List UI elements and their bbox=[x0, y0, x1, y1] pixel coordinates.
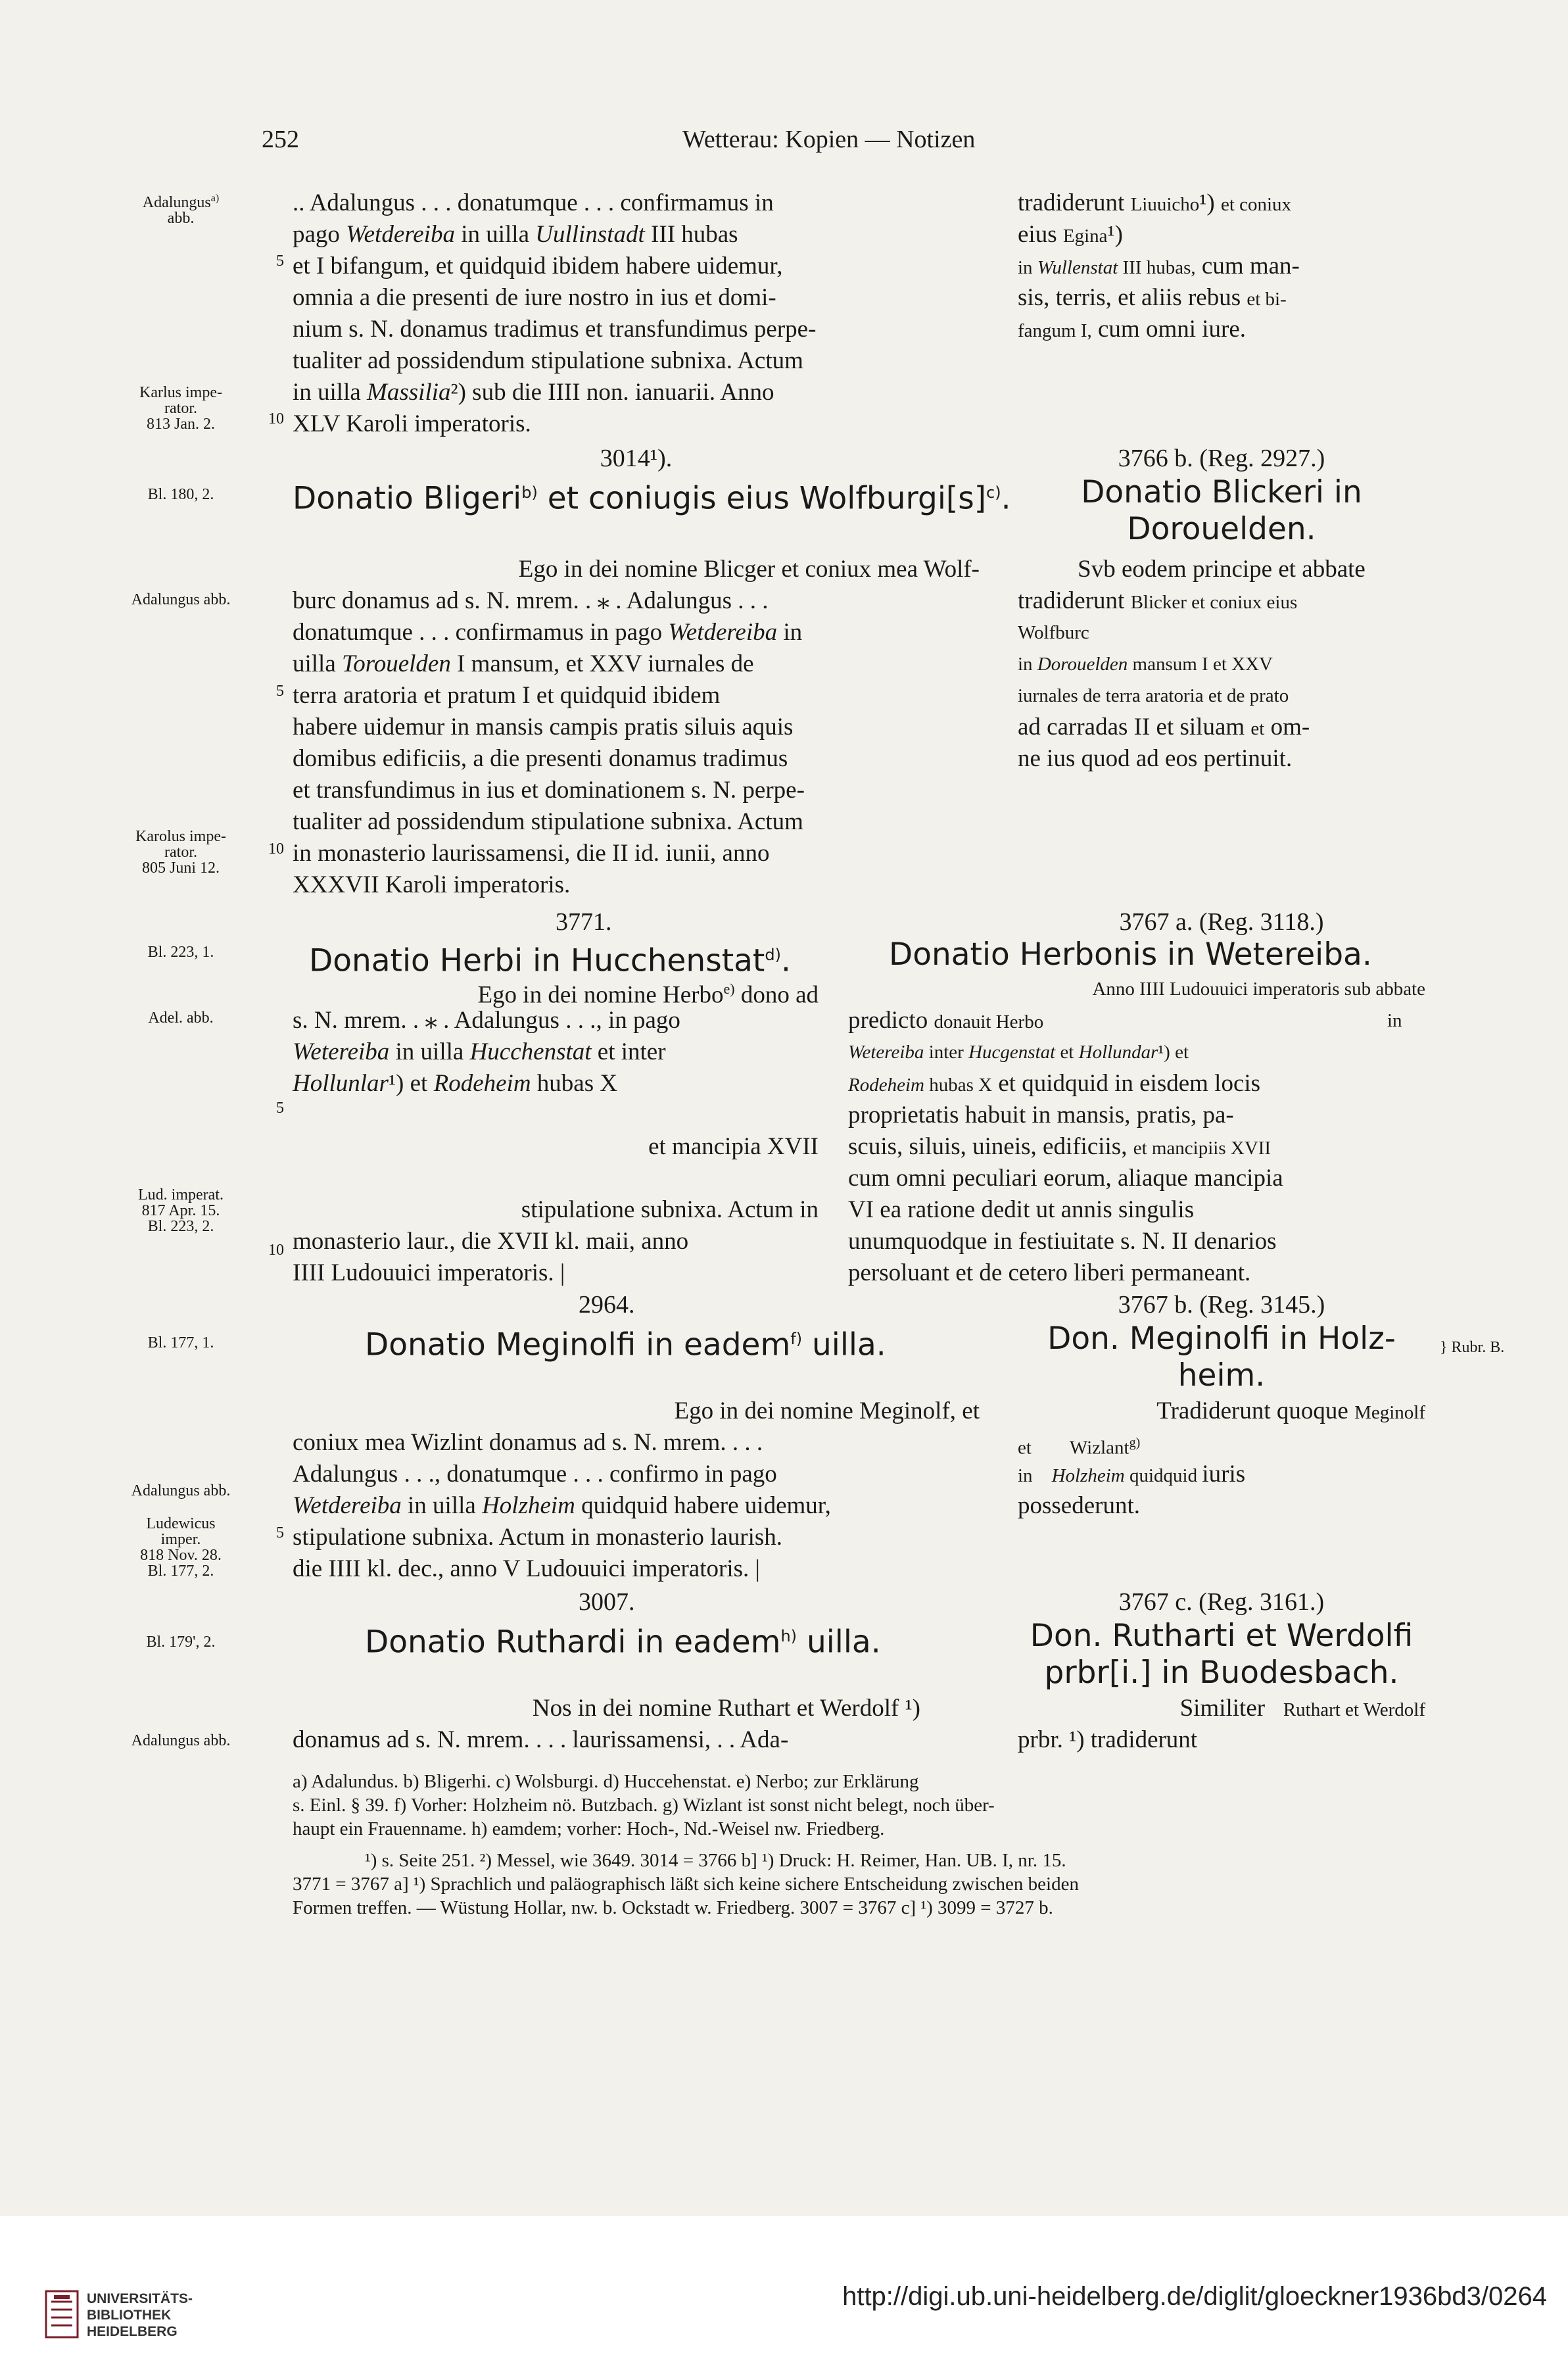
text-line: Nos in dei nomine Ruthart et Werdolf ¹) bbox=[532, 1695, 920, 1722]
charter-number: 2964. bbox=[579, 1291, 635, 1319]
margin-note: Adalungus abb. bbox=[131, 1732, 231, 1749]
text-line: XXXVII Karoli imperatoris. bbox=[293, 871, 571, 898]
library-seal-icon bbox=[43, 2289, 80, 2340]
text-line: in Holzheim quidquid iuris bbox=[1018, 1461, 1246, 1488]
text-line: persoluant et de cetero liberi permaneant. bbox=[848, 1259, 1251, 1286]
text-line: tradiderunt Blicker et coniux eius bbox=[1018, 587, 1298, 614]
charter-number: 3766 b. (Reg. 2927.) bbox=[1118, 445, 1325, 472]
running-title: Wetterau: Kopien — Notizen bbox=[682, 126, 976, 153]
margin-note: Karolus impe- rator. 805 Juni 12. bbox=[135, 828, 226, 877]
footnote-line: 3771 = 3767 a] ¹) Sprachlich und paläographisch läßt sich keine sichere Entscheidung zwischen beiden bbox=[293, 1874, 1079, 1895]
text-line: donamus ad s. N. mrem. . . . laurissamensi, . . Ada- bbox=[293, 1726, 789, 1753]
footnote-line: a) Adalundus. b) Bligerhi. c) Wolsburgi. d) Huccehenstat. e) Nerbo; zur Erklärung bbox=[293, 1771, 919, 1792]
text-line: tradiderunt Liuuicho¹) et coniux bbox=[1018, 189, 1292, 216]
text-line: in Dorouelden mansum I et XXV bbox=[1018, 654, 1273, 675]
text-line: et transfundimus in ius et dominationem s. N. perpe- bbox=[293, 777, 805, 804]
text-line: unumquodque in festiuitate s. N. II denarios bbox=[848, 1228, 1277, 1255]
margin-note: Bl. 179', 2. bbox=[146, 1634, 216, 1651]
text-line: prbr. ¹) tradiderunt bbox=[1018, 1726, 1198, 1753]
line-number: 5 bbox=[276, 1100, 284, 1117]
text-line: pago Wetdereiba in uilla Uullinstadt III hubas bbox=[293, 221, 738, 248]
page-number: 252 bbox=[262, 126, 299, 153]
charter-title: Donatio Herbonis in Wetereiba. bbox=[889, 936, 1372, 973]
charter-number: 3767 b. (Reg. 3145.) bbox=[1118, 1291, 1325, 1319]
text-line: Hollunlar¹) et Rodeheim hubas X bbox=[293, 1070, 618, 1097]
text-line: monasterio laur., die XVII kl. maii, anno bbox=[293, 1228, 689, 1255]
text-line: Rodeheim hubas X et quidquid in eisdem locis bbox=[848, 1070, 1261, 1097]
footnote-line: ¹) s. Seite 251. ²) Messel, wie 3649. 3014 = 3766 b] ¹) Druck: H. Reimer, Han. UB. I, nr. 15. bbox=[365, 1850, 1066, 1871]
text-line: iurnales de terra aratoria et de prato bbox=[1018, 685, 1289, 706]
line-number: 10 bbox=[268, 1242, 284, 1259]
text-line: possederunt. bbox=[1018, 1492, 1140, 1519]
text-line: tualiter ad possidendum stipulatione subnixa. Actum bbox=[293, 808, 803, 835]
line-number: 5 bbox=[276, 1524, 284, 1541]
footnote-line: s. Einl. § 39. f) Vorher: Holzheim nö. Butzbach. g) Wizlant ist sonst nicht belegt, noch über- bbox=[293, 1795, 995, 1816]
charter-number: 3014¹). bbox=[600, 445, 673, 472]
text-line: Wetereiba inter Hucgenstat et Hollundar¹) et bbox=[848, 1042, 1189, 1063]
text-line: scuis, siluis, uineis, edificiis, et mancipiis XVII bbox=[848, 1133, 1271, 1160]
text-line: et I bifangum, et quidquid ibidem habere uidemur, bbox=[293, 253, 783, 279]
charter-title: Donatio Blickeri in bbox=[1081, 474, 1362, 510]
text-line: et mancipia XVII bbox=[648, 1133, 819, 1160]
text-line: tualiter ad possidendum stipulatione subnixa. Actum bbox=[293, 347, 803, 374]
text-line: Wetereiba in uilla Hucchenstat et inter bbox=[293, 1038, 666, 1065]
line-number: 10 bbox=[268, 840, 284, 858]
text-line: stipulatione subnixa. Actum in bbox=[521, 1196, 819, 1223]
text-line: Similiter Ruthart et Werdolf bbox=[1179, 1695, 1425, 1722]
charter-title: Don. Rutharti et Werdolfi bbox=[1030, 1618, 1414, 1654]
text-line: Wolfburc bbox=[1018, 622, 1089, 643]
text-line: .. Adalungus . . . donatumque . . . confirmamus in bbox=[293, 189, 774, 216]
text-line: cum omni peculiari eorum, aliaque mancipia bbox=[848, 1165, 1283, 1192]
margin-note: Adalungus abb. bbox=[131, 591, 231, 608]
margin-note: Bl. 223, 1. bbox=[147, 944, 214, 961]
margin-note: Adalungus abb. bbox=[131, 1482, 231, 1499]
footnote-line: haupt ein Frauenname. h) eamdem; vorher: Hoch-, Nd.-Weisel nw. Friedberg. bbox=[293, 1818, 885, 1839]
text-line: Ego in dei nomine Blicger et coniux mea Wolf- bbox=[518, 556, 980, 583]
text-line: burc donamus ad s. N. mrem. . ⁎ . Adalungus . . . bbox=[293, 587, 769, 614]
text-line: eius Egina¹) bbox=[1018, 221, 1123, 248]
charter-title: Dorouelden. bbox=[1127, 511, 1316, 547]
text-line: Adalungus . . ., donatumque . . . confirmo in pago bbox=[293, 1461, 777, 1488]
charter-number: 3767 a. (Reg. 3118.) bbox=[1119, 908, 1324, 936]
text-line: s. N. mrem. . ⁎ . Adalungus . . ., in pago bbox=[293, 1007, 680, 1034]
charter-title: Don. Meginolfi in Holz- bbox=[1047, 1321, 1396, 1357]
text-line: et Wizlant$^{g)}$ bbox=[1018, 1436, 1141, 1459]
line-number: 5 bbox=[276, 253, 284, 270]
text-line: fangum I, cum omni iure. bbox=[1018, 316, 1247, 343]
text-line: nium s. N. donamus tradimus et transfundimus perpe- bbox=[293, 316, 817, 343]
text-line: Wetdereiba in uilla Holzheim quidquid habere uidemur, bbox=[293, 1492, 831, 1519]
charter-title: prbr[i.] in Buodesbach. bbox=[1044, 1655, 1399, 1691]
text-line: predicto donauit Herbo in bbox=[848, 1007, 1402, 1034]
text-line: donatumque . . . confirmamus in pago Wetdereiba in bbox=[293, 619, 803, 646]
text-line: die IIII kl. dec., anno V Ludouuici imperatoris. | bbox=[293, 1555, 760, 1582]
text-line: Ego in dei nomine Meginolf, et bbox=[674, 1397, 980, 1424]
text-line: in monasterio laurissamensi, die II id. iunii, anno bbox=[293, 840, 770, 867]
text-line: XLV Karoli imperatoris. bbox=[293, 410, 531, 437]
margin-note: Bl. 180, 2. bbox=[147, 486, 214, 503]
text-line: Svb eodem principe et abbate bbox=[1078, 556, 1366, 583]
text-line: domibus edificiis, a die presenti donamus tradimus bbox=[293, 745, 788, 772]
text-line: ne ius quod ad eos pertinuit. bbox=[1018, 745, 1293, 772]
text-line: uilla Torouelden I mansum, et XXV iurnales de bbox=[293, 650, 754, 677]
source-url-link[interactable]: http://digi.ub.uni-heidelberg.de/diglit/gloeckner1936bd3/0264 bbox=[842, 2282, 1547, 2311]
text-line: proprietatis habuit in mansis, pratis, pa- bbox=[848, 1102, 1234, 1128]
line-number: 10 bbox=[268, 410, 284, 427]
library-logo-text: UNIVERSITÄTS- BIBLIOTHEK HEIDELBERG bbox=[87, 2291, 193, 2339]
margin-note: Karlus impe- rator. 813 Jan. 2. bbox=[139, 384, 222, 433]
charter-number: 3767 c. (Reg. 3161.) bbox=[1118, 1588, 1325, 1616]
right-margin-note: } Rubr. B. bbox=[1440, 1339, 1505, 1356]
charter-title: heim. bbox=[1177, 1357, 1266, 1394]
text-line: in uilla Massilia²) sub die IIII non. ianuarii. Anno bbox=[293, 379, 774, 406]
charter-title: Donatio Bligeri$^{b)}$ et coniugis eius $Wolfburgi[s]^{c)}$. bbox=[293, 480, 1011, 517]
text-line: habere uidemur in mansis campis pratis siluis aquis bbox=[293, 714, 794, 740]
margin-note: Ludewicus imper. 818 Nov. 28. Bl. 177, 2. bbox=[140, 1515, 222, 1580]
margin-note: Adel. abb. bbox=[148, 1009, 214, 1027]
text-line: IIII Ludouuici imperatoris. | bbox=[293, 1259, 565, 1286]
charter-number: 3007. bbox=[579, 1588, 635, 1616]
text-line: Ego in dei nomine Herbo$^{e)}$ dono ad bbox=[477, 981, 819, 1009]
text-line: in Wullenstat III hubas, cum man- bbox=[1018, 253, 1300, 279]
charter-title: Donatio Ruthardi in eadem$^{h)}$ uilla. bbox=[365, 1624, 881, 1661]
text-line: coniux mea Wizlint donamus ad s. N. mrem. . . . bbox=[293, 1429, 763, 1456]
text-line: Anno IIII Ludouuici imperatoris sub abbate bbox=[1092, 979, 1425, 1000]
margin-note: Lud. imperat. 817 Apr. 15. Bl. 223, 2. bbox=[138, 1186, 224, 1235]
charter-title: Donatio Meginolfi in eadem$^{f)}$ uilla. bbox=[365, 1326, 886, 1363]
charter-number: 3771. bbox=[556, 908, 612, 936]
text-line: stipulatione subnixa. Actum in monasterio laurish. bbox=[293, 1524, 783, 1551]
text-line: VI ea ratione dedit ut annis singulis bbox=[848, 1196, 1195, 1223]
footnote-line: Formen treffen. — Wüstung Hollar, nw. b. Ockstadt w. Friedberg. 3007 = 3767 c] ¹) 3099 = 3727 b. bbox=[293, 1897, 1053, 1918]
text-line: omnia a die presenti de iure nostro in ius et domi- bbox=[293, 284, 776, 311]
line-number: 5 bbox=[276, 683, 284, 700]
charter-title: Donatio Herbi in Hucchenstat$^{d)}$. bbox=[309, 942, 791, 979]
margin-note: Bl. 177, 1. bbox=[147, 1334, 214, 1351]
margin-note: Adalungus$^{a)}$ abb. bbox=[142, 193, 220, 227]
text-line: terra aratoria et pratum I et quidquid ibidem bbox=[293, 682, 721, 709]
text-line: sis, terris, et aliis rebus et bi- bbox=[1018, 284, 1287, 311]
text-line: ad carradas II et siluam et om- bbox=[1018, 714, 1310, 740]
text-line: Tradiderunt quoque Meginolf bbox=[1156, 1397, 1425, 1424]
